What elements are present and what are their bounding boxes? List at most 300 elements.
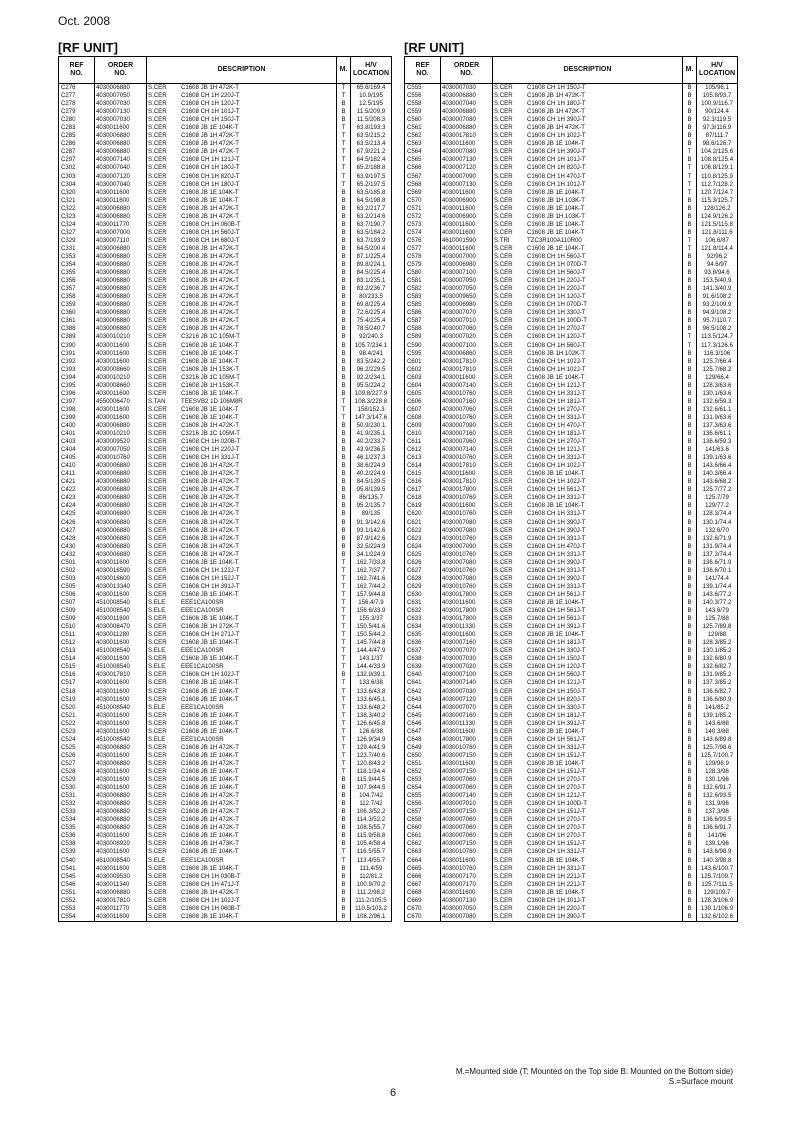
table-row: [405, 245, 738, 253]
order-no: 4030011600: [95, 865, 147, 873]
hv-location: 140.3/98.8: [697, 857, 738, 865]
description: [147, 720, 337, 728]
order-no: 4030011600: [95, 591, 147, 599]
hv-location: 43.9/236.5: [351, 446, 392, 454]
ref-no: C582: [405, 285, 441, 293]
hv-location: 162.7/37.7: [351, 567, 392, 575]
part-spec: C1608 CH 1H 331J-T: [527, 743, 586, 751]
description: [493, 277, 683, 285]
mounted-side: B: [683, 889, 697, 897]
part-type: S.CER: [494, 301, 513, 309]
order-no: 4030007080: [441, 519, 493, 527]
order-no: 4030011600: [441, 728, 493, 736]
mounted-side: B: [683, 398, 697, 406]
description: [147, 205, 337, 213]
mounted-side: B: [683, 382, 697, 390]
part-type: S.CER: [148, 180, 167, 188]
table-row: [59, 173, 392, 181]
description: [493, 406, 683, 414]
order-no: 4030007030: [441, 655, 493, 663]
mounted-side: T: [337, 414, 351, 422]
mounted-side: B: [337, 237, 351, 245]
part-type: S.TAN: [148, 397, 166, 405]
ref-no: C664: [405, 857, 441, 865]
hv-location: 125.7/79: [697, 494, 738, 502]
order-no: 4030006880: [95, 486, 147, 494]
ref-no: C637: [405, 647, 441, 655]
order-no: 4030011600: [95, 696, 147, 704]
mounted-side: B: [337, 494, 351, 502]
part-spec: C1608 CH 1H 331J-T: [527, 566, 586, 574]
table-row: [405, 527, 738, 535]
order-no: 4030006880: [95, 277, 147, 285]
table-row: [405, 704, 738, 712]
ref-no: C404: [59, 446, 95, 454]
part-spec: C1608 JB 1H 472K-T: [181, 478, 239, 486]
part-type: S.CER: [494, 558, 513, 566]
part-spec: C1608 JB 1E 104K-T: [527, 759, 585, 767]
hv-location: 10.9/195: [351, 92, 392, 100]
part-type: S.CER: [494, 389, 513, 397]
mounted-side: B: [337, 197, 351, 205]
part-type: S.CER: [494, 196, 513, 204]
ref-no: C631: [405, 599, 441, 607]
ref-no: C665: [405, 865, 441, 873]
part-spec: C1608 CH 1H 470J-T: [527, 172, 586, 180]
hv-location: 110.8/125.9: [697, 173, 738, 181]
part-type: S.CER: [494, 518, 513, 526]
mounted-side: T: [337, 173, 351, 181]
part-type: S.CER: [494, 623, 513, 631]
description: [147, 591, 337, 599]
order-no: 4030017810: [441, 462, 493, 470]
ref-no: C511: [59, 631, 95, 639]
table-row: [405, 140, 738, 148]
hv-location: 115.3/125.7: [697, 197, 738, 205]
hv-location: 138.3/40.2: [351, 712, 392, 720]
ref-no: C425: [59, 510, 95, 518]
mounted-side: B: [337, 277, 351, 285]
table-row: [405, 486, 738, 494]
part-spec: EEE1CA100SR: [181, 735, 224, 743]
description: [147, 615, 337, 623]
hv-location: 105.8/93.7: [697, 92, 738, 100]
description: [147, 164, 337, 172]
part-spec: C1608 CH 1H 121J-T: [527, 446, 586, 454]
mounted-side: B: [683, 607, 697, 615]
order-no: 4030010760: [441, 535, 493, 543]
mounted-side: B: [683, 583, 697, 591]
part-type: S.ELE: [148, 663, 166, 671]
mounted-side: B: [683, 704, 697, 712]
part-spec: C1608 CH 1H 820J-T: [181, 172, 240, 180]
part-type: S.CER: [494, 180, 513, 188]
part-spec: C1608 CH 1H 120J-T: [527, 663, 586, 671]
order-no: 4030010760: [441, 848, 493, 856]
table-row: [405, 390, 738, 398]
order-no: 4030006900: [441, 213, 493, 221]
part-spec: C1608 CH 1H 391J-T: [527, 623, 586, 631]
description: [493, 261, 683, 269]
part-type: S.CER: [494, 454, 513, 462]
part-spec: EEE1CA100SR: [181, 703, 224, 711]
description: [493, 816, 683, 824]
order-no: 4030011600: [441, 229, 493, 237]
ref-no: C602: [405, 366, 441, 374]
part-spec: C1608 CH 1H 102J-T: [181, 671, 240, 679]
table-row: [405, 173, 738, 181]
ref-no: C525: [59, 744, 95, 752]
order-no: 4030011600: [95, 712, 147, 720]
mounted-side: B: [683, 696, 697, 704]
part-type: S.CER: [494, 599, 513, 606]
description: [493, 390, 683, 398]
hv-location: 147.3/147.6: [351, 414, 392, 422]
order-no: 4030007140: [95, 156, 147, 164]
part-type: S.CER: [148, 438, 167, 446]
order-no: 4030006880: [95, 792, 147, 800]
hv-location: 104.2/125.6: [697, 148, 738, 156]
part-spec: C1608 CH 1H 151J-T: [527, 808, 586, 816]
hv-location: 143.1/37: [351, 655, 392, 663]
part-type: S.CER: [494, 261, 513, 269]
description: [147, 816, 337, 824]
hv-location: 136.6/80.9: [697, 696, 738, 704]
order-no: 4030006880: [95, 527, 147, 535]
order-no: 4030007050: [95, 446, 147, 454]
mounted-side: B: [683, 800, 697, 808]
part-type: S.CER: [148, 727, 167, 735]
description: [493, 655, 683, 663]
part-spec: C1608 JB 1H 472K-T: [181, 743, 239, 751]
description: [147, 800, 337, 808]
part-spec: TEESVB2 1D 106M8R: [181, 397, 243, 405]
part-type: S.CER: [494, 912, 513, 920]
part-type: S.CER: [494, 438, 513, 446]
ref-no: C561: [405, 124, 441, 132]
hv-location: 130.1/63.6: [697, 390, 738, 398]
description: [147, 253, 337, 261]
part-spec: C1608 JB 1H 472K-T: [527, 108, 585, 116]
hv-location: 95.2/135.7: [351, 502, 392, 510]
hv-location: 114.3/52.2: [351, 816, 392, 824]
mounted-side: B: [683, 510, 697, 518]
mounted-side: B: [337, 358, 351, 366]
table-row: [405, 816, 738, 824]
hv-location: 137.3/63.6: [697, 422, 738, 430]
order-no: 4030007000: [441, 253, 493, 261]
description: [493, 132, 683, 140]
description: [147, 535, 337, 543]
part-type: S.CER: [148, 84, 167, 91]
hv-location: 105.4/58.4: [351, 840, 392, 848]
hv-location: 63.5/213.4: [351, 140, 392, 148]
part-spec: C1608 CH 1H 180J-T: [181, 164, 240, 172]
table-row: [405, 832, 738, 840]
order-no: 4030011600: [95, 688, 147, 696]
ref-no: C280: [59, 116, 95, 124]
mounted-side: B: [683, 519, 697, 527]
part-type: S.CER: [148, 800, 167, 808]
table-row: [59, 832, 392, 840]
ref-no: C324: [59, 221, 95, 229]
mounted-side: B: [337, 776, 351, 784]
table-row: [59, 607, 392, 615]
mounted-side: B: [337, 502, 351, 510]
page-number: 6: [390, 1087, 397, 1099]
ref-no: C590: [405, 342, 441, 350]
mounted-side: B: [683, 253, 697, 261]
ref-no: C501: [59, 559, 95, 567]
mounted-side: T: [337, 140, 351, 148]
order-no: 4030011600: [95, 342, 147, 350]
description: [147, 784, 337, 792]
table-row: [405, 132, 738, 140]
order-no: 4030007110: [95, 237, 147, 245]
mounted-side: T: [337, 696, 351, 704]
description: [493, 229, 683, 237]
mounted-side: B: [337, 189, 351, 197]
description: [147, 905, 337, 913]
ref-no: C606: [405, 398, 441, 406]
description: [147, 358, 337, 366]
part-type: S.CER: [148, 542, 167, 550]
part-spec: C1608 CH 1H 331J-T: [181, 454, 240, 462]
part-type: S.CER: [148, 832, 167, 840]
part-spec: C1608 JB 1E 104K-T: [527, 373, 585, 381]
ref-no: C421: [59, 478, 95, 486]
description: [147, 599, 337, 607]
order-no: 4030008920: [95, 840, 147, 848]
description: [147, 382, 337, 390]
description: [147, 277, 337, 285]
table-row: [405, 398, 738, 406]
mounted-side: B: [683, 140, 697, 148]
part-spec: C1608 CH 1H 680J-T: [181, 236, 240, 244]
order-no: 4030017810: [441, 366, 493, 374]
table-row: [59, 350, 392, 358]
ref-no: C559: [405, 108, 441, 116]
description: [493, 848, 683, 856]
ref-no: C529: [59, 776, 95, 784]
part-type: S.CER: [148, 486, 167, 494]
part-type: S.CER: [494, 140, 513, 148]
ref-no: C556: [405, 92, 441, 100]
ref-no: C668: [405, 889, 441, 897]
part-spec: C1608 JB 1E 104K-T: [527, 856, 585, 864]
order-no: 4030007060: [441, 776, 493, 784]
part-spec: C1608 CH 1H 390J-T: [527, 558, 586, 566]
table-row: [405, 301, 738, 309]
part-spec: C1608 JB 1H 153K-T: [181, 381, 239, 389]
parts-table-right: [404, 56, 738, 922]
table-row: [405, 551, 738, 559]
part-type: S.CER: [148, 148, 167, 156]
hv-location: 112.7/42: [351, 800, 392, 808]
part-spec: C1608 JB 1H 472K-T: [181, 824, 239, 832]
part-spec: C1608 JB 1H 472K-T: [181, 301, 239, 309]
ref-no: C636: [405, 639, 441, 647]
table-row: [405, 784, 738, 792]
hv-location: 145.7/44.8: [351, 639, 392, 647]
ref-no: C648: [405, 736, 441, 744]
right-parts-panel: [404, 40, 737, 922]
order-no: 4030010760: [441, 390, 493, 398]
description: [493, 350, 683, 358]
mounted-side: B: [337, 543, 351, 551]
ref-no: C287: [59, 148, 95, 156]
hv-location: 131.9/63.6: [697, 414, 738, 422]
ref-no: C566: [405, 164, 441, 172]
part-type: S.CER: [494, 108, 513, 116]
mounted-side: B: [683, 808, 697, 816]
order-no: 4030010210: [95, 374, 147, 382]
description: [147, 285, 337, 293]
part-type: S.CER: [494, 904, 513, 912]
order-no: 4030007080: [441, 559, 493, 567]
description: [493, 663, 683, 671]
part-spec: C1608 JB 1E 104K-T: [527, 204, 585, 212]
description: [493, 728, 683, 736]
ref-no: C613: [405, 454, 441, 462]
mounted-side: B: [683, 639, 697, 647]
part-spec: C1608 JB 1E 104K-T: [527, 727, 585, 735]
order-no: 4030010760: [441, 414, 493, 422]
hv-location: 144.4/47.9: [351, 647, 392, 655]
mounted-side: T: [337, 752, 351, 760]
hv-location: 115.9/44.5: [351, 776, 392, 784]
part-type: S.CER: [494, 566, 513, 574]
mounted-side: T: [337, 148, 351, 156]
hv-location: 130.1/96: [697, 776, 738, 784]
mounted-side: T: [337, 591, 351, 599]
hv-location: 129/77.2: [697, 502, 738, 510]
part-spec: C1608 CH 1H 060B-T: [181, 904, 241, 912]
part-spec: C1608 JB 1E 104K-T: [527, 502, 585, 510]
ref-no: C634: [405, 623, 441, 631]
description: [493, 92, 683, 100]
order-no: 4030007020: [441, 663, 493, 671]
mounted-side: B: [337, 462, 351, 470]
description: [147, 639, 337, 647]
order-no: 4030007060: [441, 438, 493, 446]
left-parts-panel: [58, 40, 391, 922]
order-no: 4030006980: [441, 261, 493, 269]
table-row: [405, 285, 738, 293]
table-row: [405, 671, 738, 679]
hv-location: 75.4/225.4: [351, 317, 392, 325]
hv-location: 139.1/63.6: [697, 454, 738, 462]
part-type: S.CER: [148, 228, 167, 236]
mounted-side: B: [337, 510, 351, 518]
hv-location: 109.8/227.9: [351, 390, 392, 398]
hv-location: 143.6/68.2: [697, 478, 738, 486]
description: [493, 583, 683, 591]
table-row: [59, 857, 392, 865]
table-row: [405, 382, 738, 390]
part-spec: C1608 JB 1H 473K-T: [181, 840, 239, 848]
order-no: 4030017810: [95, 897, 147, 905]
order-no: 4030006880: [95, 760, 147, 768]
hv-location: 94.6/97: [697, 261, 738, 269]
mounted-side: B: [683, 647, 697, 655]
part-spec: C1608 JB 1E 104K-T: [181, 751, 239, 759]
part-spec: C1608 CH 1H 390J-T: [527, 526, 586, 534]
order-no: 4030007050: [441, 905, 493, 913]
table-row: [405, 325, 738, 333]
mounted-side: B: [683, 567, 697, 575]
order-no: 4510008540: [95, 663, 147, 671]
part-type: S.CER: [494, 872, 513, 880]
hv-location: 144.4/33.9: [351, 663, 392, 671]
description: [147, 100, 337, 108]
hv-location: 136.6/93.5: [697, 816, 738, 824]
mounted-side: B: [337, 366, 351, 374]
hv-location: 83.1/235.1: [351, 277, 392, 285]
ref-no: C410: [59, 462, 95, 470]
hv-location: 93.8/94.6: [697, 269, 738, 277]
description: [493, 543, 683, 551]
hv-location: 162.7/33.8: [351, 559, 392, 567]
part-type: S.CER: [148, 405, 167, 413]
part-spec: C1608 JB 1E 104K-T: [527, 188, 585, 196]
description: [493, 502, 683, 510]
mounted-side: B: [683, 881, 697, 889]
order-no: 4030007010: [441, 800, 493, 808]
hv-location: 129/98.9: [697, 760, 738, 768]
description: [493, 857, 683, 865]
table-row: [405, 808, 738, 816]
ref-no: C394: [59, 374, 95, 382]
description: [493, 897, 683, 905]
part-type: S.CER: [494, 526, 513, 534]
part-spec: C1608 JB 1E 104K-T: [181, 832, 239, 840]
table-row: [59, 712, 392, 720]
ref-no: C603: [405, 374, 441, 382]
table-row: [59, 543, 392, 551]
order-no: 4030011600: [95, 124, 147, 132]
hv-location: 65.6/169.4: [351, 84, 392, 93]
description: [493, 269, 683, 277]
ref-no: C630: [405, 591, 441, 599]
mounted-side: B: [683, 108, 697, 116]
ref-no: C607: [405, 406, 441, 414]
part-type: S.CER: [148, 590, 167, 598]
hv-location: 140.3/77.2: [697, 599, 738, 607]
ref-no: C614: [405, 462, 441, 470]
part-type: S.CER: [494, 888, 513, 896]
table-row: [59, 317, 392, 325]
table-row: [59, 430, 392, 438]
description: [147, 897, 337, 905]
part-type: S.CER: [148, 623, 167, 631]
order-no: 4030007030: [441, 84, 493, 93]
ref-no: C640: [405, 671, 441, 679]
mounted-side: B: [683, 655, 697, 663]
table-row: [405, 824, 738, 832]
description: [147, 551, 337, 559]
table-row: [405, 366, 738, 374]
part-spec: C1608 CH 1H 560J-T: [181, 228, 240, 236]
hv-location: 132.6/82.7: [697, 663, 738, 671]
description: [493, 647, 683, 655]
part-type: S.CER: [148, 309, 167, 317]
table-row: [405, 502, 738, 510]
description: [147, 245, 337, 253]
ref-no: C573: [405, 221, 441, 229]
description: [493, 253, 683, 261]
part-type: S.CER: [494, 446, 513, 454]
